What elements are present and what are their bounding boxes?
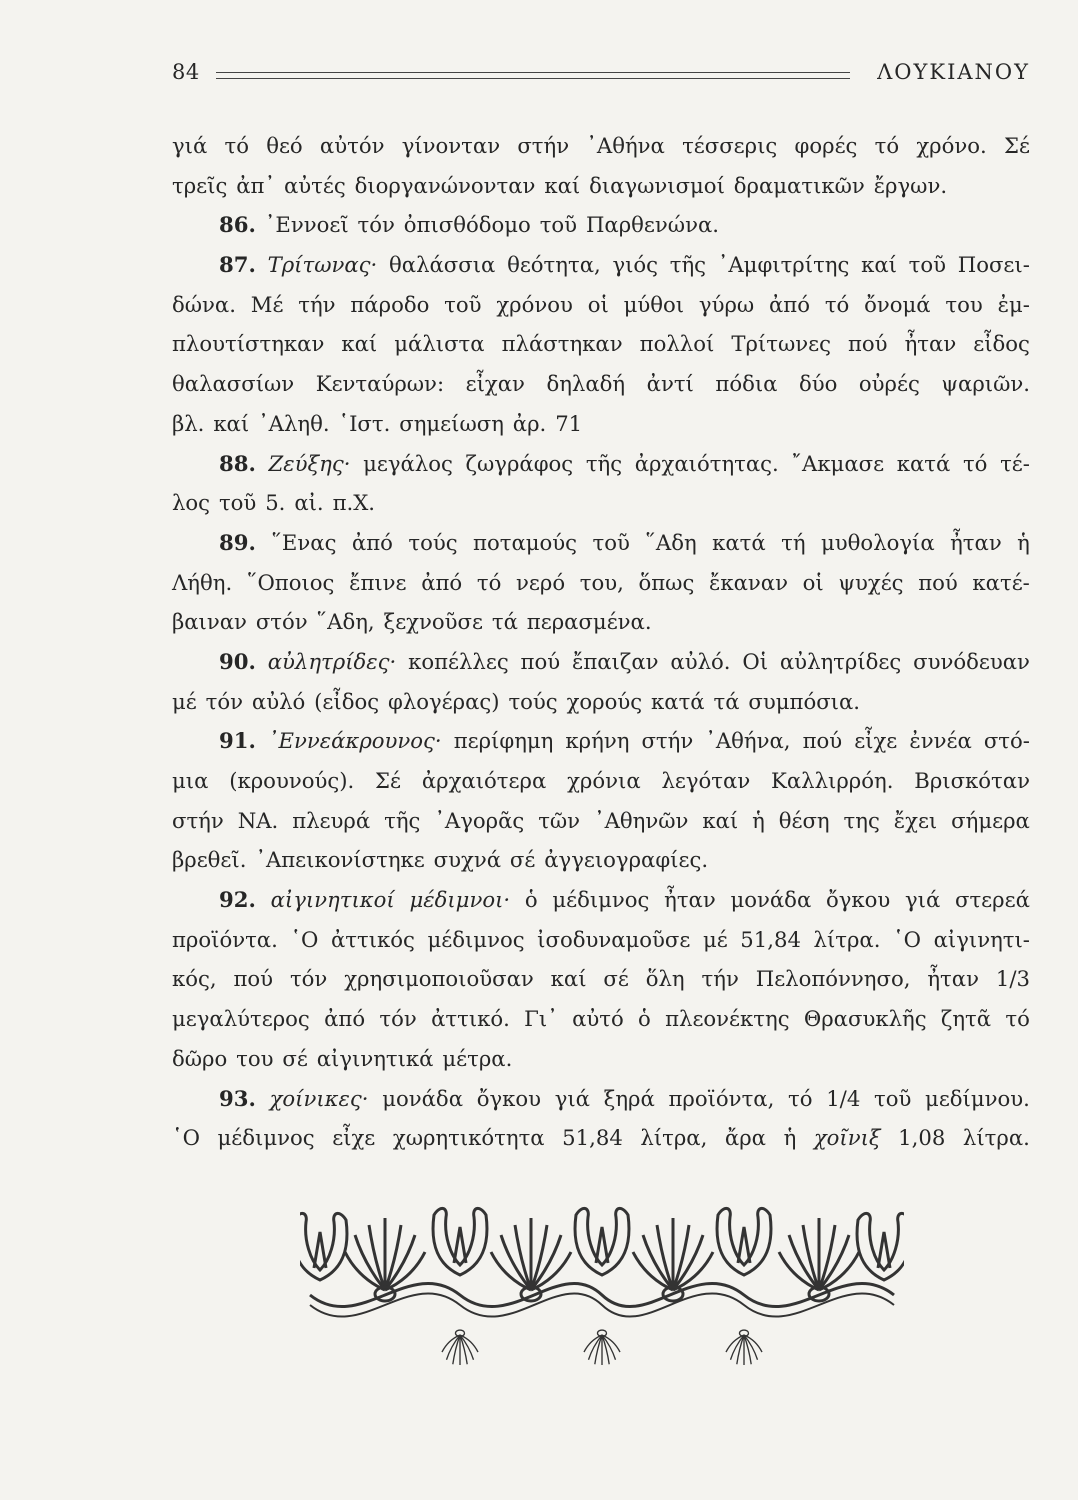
text-line bbox=[172, 324, 1030, 364]
word: Γι᾿ bbox=[524, 1006, 558, 1032]
word: ἦταν bbox=[664, 887, 716, 913]
word: αὐλό. bbox=[670, 648, 731, 674]
word: καί bbox=[861, 252, 897, 278]
text-line bbox=[172, 126, 1030, 166]
word: τοῦ bbox=[539, 212, 578, 238]
word: τήν bbox=[298, 291, 336, 317]
word: κοπέλλες bbox=[408, 648, 509, 674]
word: μονάδα bbox=[730, 887, 812, 913]
word: Τρίτωνες bbox=[731, 331, 831, 357]
word: ἡ bbox=[1017, 529, 1030, 555]
word: φορές bbox=[794, 133, 858, 158]
word: ἡ bbox=[752, 807, 765, 833]
word: μυθολογία bbox=[821, 529, 935, 555]
word: κατά bbox=[896, 450, 951, 476]
word: πόδια bbox=[715, 371, 778, 397]
word: τά bbox=[713, 688, 740, 714]
word: μεγάλος bbox=[363, 450, 453, 476]
word: αὐτόν bbox=[319, 133, 385, 158]
word: Ποσει- bbox=[957, 252, 1030, 278]
note-number: 86. bbox=[219, 212, 256, 238]
word: τέσσερις bbox=[682, 133, 778, 158]
word: περασμένα. bbox=[526, 609, 652, 635]
word: ἀπ᾿ bbox=[236, 172, 276, 198]
word: ψυχές bbox=[838, 569, 904, 595]
word: τόν bbox=[379, 1006, 417, 1032]
word: οἱ bbox=[802, 569, 824, 595]
word: τοῦ bbox=[874, 1085, 912, 1111]
word: τόν bbox=[289, 966, 328, 992]
word: ὄνομά bbox=[864, 291, 931, 317]
word: (εἶδος bbox=[314, 688, 380, 714]
word: Μέ bbox=[250, 291, 284, 317]
word: ξεχνοῦσε bbox=[383, 609, 483, 635]
word: μεγαλύτερος bbox=[172, 1006, 310, 1032]
text-line bbox=[172, 761, 1030, 801]
word: ἔπαιζαν bbox=[571, 648, 659, 674]
word: ᾿Αμφιτρίτης bbox=[717, 252, 850, 278]
word: Σέ bbox=[375, 768, 401, 793]
text-line bbox=[172, 364, 1030, 404]
word: τό bbox=[1005, 1006, 1030, 1032]
notes-text bbox=[172, 126, 1030, 1158]
word: πού bbox=[848, 331, 888, 357]
word: κατά bbox=[712, 529, 766, 555]
note-term: ᾿Εννεάκρουνος· bbox=[267, 728, 442, 754]
word: χρόνια bbox=[567, 768, 641, 793]
word: μύθοι bbox=[623, 291, 685, 317]
word: π.Χ. bbox=[332, 490, 376, 516]
word: λίτρα. bbox=[813, 926, 881, 952]
word: ῾Ο bbox=[893, 926, 922, 952]
word: ἀγγειογραφίες. bbox=[544, 847, 709, 873]
note-term: αὐλητρίδες· bbox=[267, 648, 397, 674]
word: γιά bbox=[905, 887, 941, 913]
word: τόν bbox=[357, 212, 395, 238]
word: πού bbox=[233, 966, 274, 992]
word: ἔργων. bbox=[873, 172, 948, 198]
text-line bbox=[172, 444, 1030, 484]
word: τῆς bbox=[585, 450, 623, 476]
word: διαγωνισμοί bbox=[589, 172, 725, 198]
note-number: 87. bbox=[219, 252, 256, 278]
word: Σέ bbox=[1003, 133, 1030, 158]
word: τό bbox=[962, 450, 988, 476]
word: 1/3 bbox=[995, 966, 1030, 992]
word: στήν bbox=[172, 807, 224, 833]
word: πλάστηκαν bbox=[501, 331, 623, 357]
word: τῆς bbox=[384, 807, 421, 833]
word: ῾Ο bbox=[290, 926, 319, 952]
text-line bbox=[172, 959, 1030, 999]
text-line bbox=[172, 840, 1030, 880]
word: γιά bbox=[172, 133, 208, 158]
word: προϊόντα. bbox=[172, 926, 278, 952]
word: στό- bbox=[983, 728, 1030, 754]
word: θαλάσσια bbox=[389, 252, 496, 278]
word: ῞Ενας bbox=[271, 529, 337, 555]
word: οὐρές bbox=[858, 371, 920, 397]
word: χωρητικότητα bbox=[392, 1125, 545, 1151]
word: τά bbox=[491, 609, 518, 635]
word: τούς bbox=[408, 529, 458, 555]
word: προϊόντα, bbox=[668, 1085, 775, 1111]
word: τό bbox=[788, 1085, 813, 1111]
word: ἀρ. bbox=[512, 410, 547, 436]
word: ὁ bbox=[638, 1006, 651, 1032]
word: βρεθεῖ. bbox=[172, 847, 247, 873]
word: σέ bbox=[282, 1045, 308, 1071]
word: εἶδος bbox=[973, 331, 1030, 357]
word: τό bbox=[824, 291, 850, 317]
word: ᾿Απεικονίστηκε bbox=[255, 847, 425, 873]
word: χρόνο. bbox=[916, 133, 987, 158]
word: στερεά bbox=[955, 887, 1030, 913]
word: αἰγινητι- bbox=[933, 926, 1030, 952]
word: ᾿Αληθ. bbox=[258, 410, 330, 436]
word: ἀπό bbox=[351, 529, 393, 555]
word: αὐλητρίδες bbox=[779, 648, 902, 674]
word: 1,08 bbox=[898, 1125, 946, 1151]
word: ᾿Αθήνα, bbox=[705, 728, 791, 754]
word: τοῦ bbox=[592, 529, 630, 555]
word: ζητᾶ bbox=[940, 1006, 992, 1032]
word: σέ bbox=[509, 847, 536, 873]
word: γιός bbox=[612, 252, 659, 278]
word: ἀπό bbox=[324, 1006, 366, 1032]
word: ῞Αδη bbox=[645, 529, 697, 555]
word: ἔχει bbox=[893, 807, 938, 833]
word: (κρουνούς). bbox=[229, 768, 355, 793]
note-term: αἰγινητικοί bbox=[270, 887, 395, 913]
word: ῞Αδη, bbox=[316, 609, 375, 635]
word: ᾿Εννοεῖ bbox=[264, 212, 349, 238]
word: σήμερα bbox=[951, 807, 1030, 833]
word: λος bbox=[172, 490, 211, 516]
word: καί bbox=[544, 172, 581, 198]
word: ψαριῶν. bbox=[941, 371, 1030, 397]
word: κός, bbox=[172, 966, 217, 992]
word: Πελοπόννησο, bbox=[755, 966, 911, 992]
word: οἱ bbox=[587, 291, 609, 317]
word: ᾿Αθηνῶν bbox=[594, 807, 689, 833]
word: θεότητα, bbox=[507, 252, 601, 278]
word: τόν bbox=[205, 688, 243, 714]
word: αὐλό bbox=[251, 688, 306, 714]
word: ζωγράφος bbox=[465, 450, 574, 476]
word: αὐτό bbox=[572, 1006, 624, 1032]
word: τούς bbox=[508, 688, 558, 714]
text-line bbox=[172, 801, 1030, 841]
word: ἀρχαιότερα bbox=[421, 768, 547, 793]
word: 71 bbox=[555, 410, 583, 436]
word: ἦταν bbox=[904, 331, 957, 357]
note-number: 88. bbox=[219, 450, 256, 476]
text-line bbox=[172, 999, 1030, 1039]
word: ἦταν bbox=[927, 966, 979, 992]
word: τοῦ bbox=[908, 252, 947, 278]
running-title: ΛΟΥΚΙΑΝΟΥ bbox=[877, 60, 1030, 84]
word: τοῦ bbox=[444, 291, 482, 317]
word: ἦταν bbox=[950, 529, 1002, 555]
text-line bbox=[172, 245, 1030, 285]
word: κρήνη bbox=[565, 728, 630, 754]
word: δραματικῶν bbox=[733, 172, 865, 198]
word: ἀττικός bbox=[330, 926, 415, 952]
header-double-rule bbox=[216, 72, 850, 79]
word: ῞Οποιος bbox=[246, 569, 335, 595]
text-line bbox=[172, 721, 1030, 761]
word: στόν bbox=[255, 609, 308, 635]
word: σέ bbox=[603, 966, 629, 992]
word: μέδιμνος bbox=[217, 1125, 315, 1151]
word: φλογέρας) bbox=[387, 688, 500, 714]
word: μέδιμνος bbox=[427, 926, 525, 952]
word: πού bbox=[918, 569, 958, 595]
word: του bbox=[236, 1045, 274, 1071]
text-line bbox=[172, 1039, 1030, 1079]
word: Οἱ bbox=[742, 648, 769, 674]
page-header bbox=[172, 60, 1030, 90]
word: αἰγινητικά bbox=[316, 1045, 434, 1071]
word: σημείωση bbox=[399, 410, 504, 436]
word: ἡ bbox=[783, 1125, 797, 1151]
word: ῎Ακμασε bbox=[791, 450, 885, 476]
word: ποταμούς bbox=[473, 529, 578, 555]
word: συνόδευαν bbox=[913, 648, 1030, 674]
word: ὅπως bbox=[638, 569, 695, 595]
word: μονάδα bbox=[382, 1085, 463, 1111]
note-term: Ζεύξης· bbox=[268, 450, 351, 476]
word: μια bbox=[172, 768, 209, 793]
word: 5. bbox=[265, 490, 286, 516]
word: γίνονταν bbox=[401, 133, 501, 158]
word: ἄρα bbox=[724, 1125, 766, 1151]
word: πλεονέκτης bbox=[665, 1006, 790, 1032]
text-line bbox=[172, 602, 1030, 642]
word: αἰ. bbox=[294, 490, 324, 516]
note-number: 91. bbox=[219, 728, 256, 754]
word: χορούς bbox=[566, 688, 643, 714]
word: ὅλη bbox=[645, 966, 685, 992]
word: μέ bbox=[172, 688, 197, 714]
word: τή bbox=[781, 529, 806, 555]
word: τέ- bbox=[1000, 450, 1030, 476]
word: καί bbox=[341, 331, 378, 357]
word: γύρω bbox=[698, 291, 755, 317]
word: Καλλιρρόη. bbox=[771, 768, 894, 793]
word: συμπόσια. bbox=[748, 688, 861, 714]
word: πάροδο bbox=[350, 291, 430, 317]
word: μέτρα. bbox=[442, 1045, 513, 1071]
word: στήν bbox=[641, 728, 694, 754]
text-line bbox=[172, 1079, 1030, 1119]
word: ἀπό bbox=[769, 291, 810, 317]
word: ῾Ιστ. bbox=[338, 410, 391, 436]
word: εἶχαν bbox=[465, 371, 525, 397]
note-term: χοίνικες· bbox=[269, 1085, 369, 1111]
word: ῾Ο bbox=[172, 1125, 200, 1151]
word: τῶν bbox=[538, 807, 581, 833]
text-line bbox=[172, 205, 1030, 245]
note-term: χοῖνιξ bbox=[813, 1125, 881, 1151]
word: εἶχε bbox=[854, 728, 898, 754]
note-number: 89. bbox=[219, 529, 256, 555]
word: καί bbox=[702, 807, 739, 833]
word: κατέ- bbox=[972, 569, 1030, 595]
word: τό bbox=[874, 133, 900, 158]
word: του bbox=[945, 291, 983, 317]
word: μάλιστα bbox=[394, 331, 485, 357]
word: χρησιμοποιοῦσαν bbox=[344, 966, 534, 992]
word: πολλοί bbox=[639, 331, 715, 357]
word: Κενταύρων: bbox=[315, 371, 445, 397]
word: ΝΑ. bbox=[237, 807, 279, 833]
word: θεό bbox=[266, 133, 303, 158]
text-line bbox=[172, 642, 1030, 682]
word: Θρασυκλῆς bbox=[803, 1006, 927, 1032]
word: πού bbox=[802, 728, 843, 754]
word: 1/4 bbox=[826, 1085, 861, 1111]
word: ᾿Αγορᾶς bbox=[434, 807, 525, 833]
word: τήν bbox=[701, 966, 739, 992]
text-line bbox=[172, 523, 1030, 563]
word: κατά bbox=[651, 688, 705, 714]
word: τό bbox=[476, 569, 502, 595]
word: χρόνου bbox=[496, 291, 573, 317]
word: ἐννέα bbox=[909, 728, 972, 754]
word: πλουτίστηκαν bbox=[172, 331, 325, 357]
word: ἀττικό. bbox=[431, 1006, 510, 1032]
word: της bbox=[843, 807, 880, 833]
word: ὄγκου bbox=[476, 1085, 541, 1111]
page-number: 84 bbox=[172, 60, 200, 84]
word: δύο bbox=[798, 371, 838, 397]
word: μέ bbox=[702, 926, 728, 952]
note-term: μέδιμνοι· bbox=[409, 887, 511, 913]
text-line bbox=[172, 682, 1030, 722]
word: του, bbox=[579, 569, 624, 595]
word: ξηρά bbox=[603, 1085, 655, 1111]
word: ἔκαναν bbox=[708, 569, 788, 595]
text-line bbox=[172, 404, 1030, 444]
word: Λήθη. bbox=[172, 569, 233, 595]
word: ἀπό bbox=[421, 569, 463, 595]
word: ὁ bbox=[524, 887, 538, 913]
note-number: 93. bbox=[219, 1085, 256, 1111]
word: τό bbox=[224, 133, 249, 158]
anthemion-ornament-icon bbox=[300, 1185, 904, 1365]
word: νερό bbox=[516, 569, 566, 595]
word: περίφημη bbox=[453, 728, 554, 754]
text-line bbox=[172, 920, 1030, 960]
word: τῆς bbox=[669, 252, 707, 278]
word: ἰσοδυναμοῦσε bbox=[537, 926, 691, 952]
word: δηλαδή bbox=[546, 371, 626, 397]
word: πλευρά bbox=[292, 807, 371, 833]
text-line bbox=[172, 880, 1030, 920]
word: λίτρα, bbox=[640, 1125, 708, 1151]
word: 51,84 bbox=[562, 1125, 623, 1151]
word: γιά bbox=[554, 1085, 590, 1111]
note-number: 90. bbox=[219, 648, 256, 674]
word: Βρισκόταν bbox=[914, 768, 1030, 793]
word: ἀρχαιότητας. bbox=[634, 450, 779, 476]
text-line bbox=[172, 483, 1030, 523]
word: συχνά bbox=[433, 847, 502, 873]
word: ἐμ- bbox=[997, 291, 1030, 317]
word: βαιναν bbox=[172, 609, 247, 635]
word: 51,84 bbox=[740, 926, 801, 952]
word: ᾿Αθήνα bbox=[586, 133, 665, 158]
text-line bbox=[172, 285, 1030, 325]
word: δῶρο bbox=[172, 1045, 228, 1071]
text-line bbox=[172, 1118, 1030, 1158]
word: βλ. bbox=[172, 410, 205, 436]
word: πού bbox=[520, 648, 561, 674]
word: θέση bbox=[778, 807, 830, 833]
word: λεγόταν bbox=[661, 768, 751, 793]
word: δώνα. bbox=[172, 291, 236, 317]
word: εἶχε bbox=[332, 1125, 376, 1151]
word: μεδίμνου. bbox=[925, 1085, 1030, 1111]
word: αὐτές bbox=[283, 172, 346, 198]
word: ὄγκου bbox=[825, 887, 891, 913]
note-number: 92. bbox=[219, 887, 256, 913]
word: στήν bbox=[517, 133, 570, 158]
word: τοῦ bbox=[218, 490, 257, 516]
word: ὀπισθόδομο bbox=[403, 212, 531, 238]
word: λίτρα. bbox=[962, 1125, 1030, 1151]
word: Παρθενώνα. bbox=[585, 212, 719, 238]
word: ἀντί bbox=[646, 371, 694, 397]
word: ἔπινε bbox=[349, 569, 407, 595]
word: θαλασσίων bbox=[172, 371, 295, 397]
word: καί bbox=[213, 410, 250, 436]
word: διοργανώνονταν bbox=[354, 172, 536, 198]
text-line bbox=[172, 166, 1030, 206]
word: τρεῖς bbox=[172, 172, 228, 198]
note-term: Τρίτωνας· bbox=[267, 252, 378, 278]
word: μέδιμνος bbox=[552, 887, 650, 913]
word: καί bbox=[550, 966, 587, 992]
text-line bbox=[172, 563, 1030, 603]
